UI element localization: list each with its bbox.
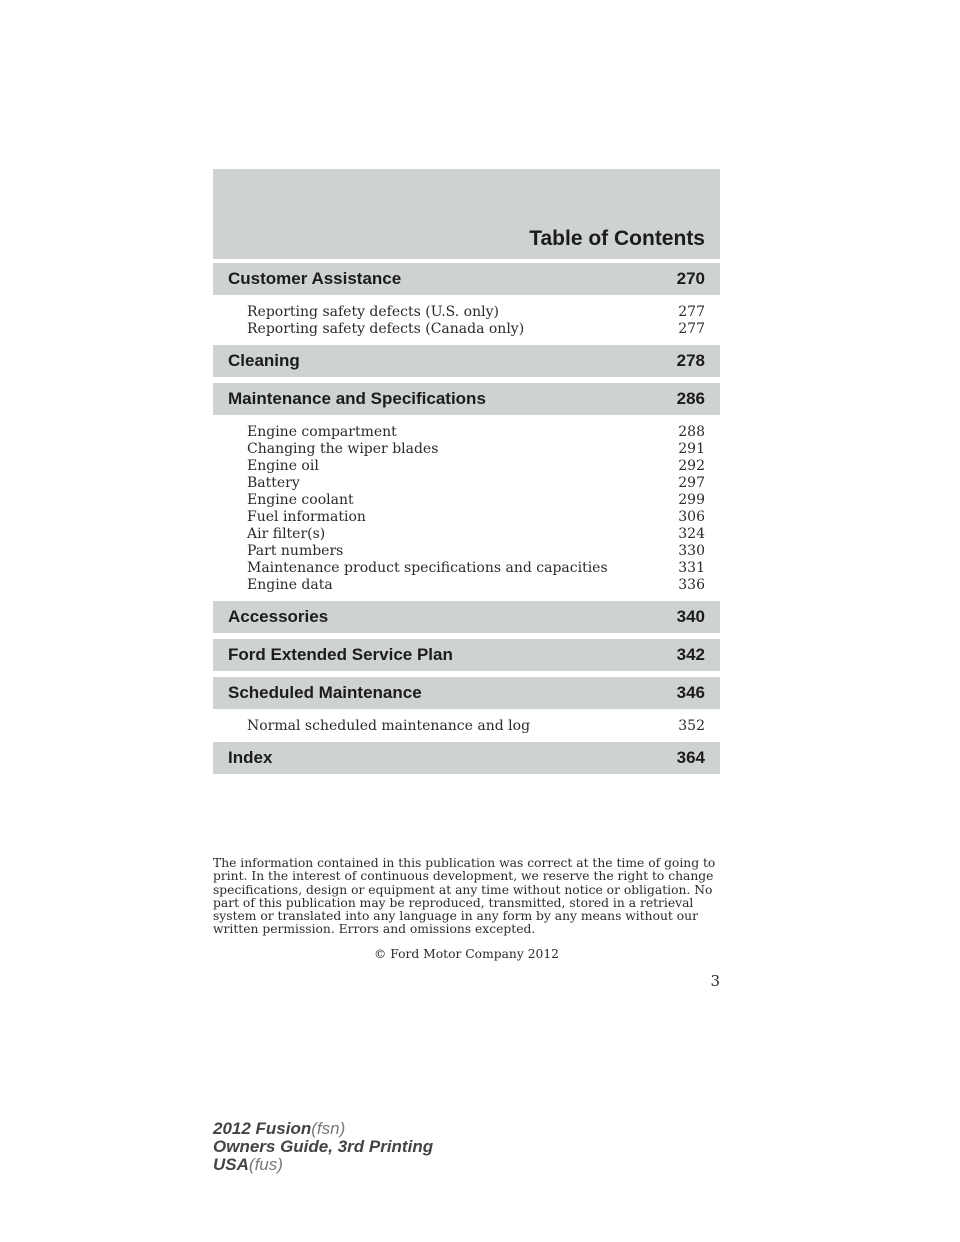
toc-section-title: Accessories — [228, 607, 329, 626]
toc-entry-page: 297 — [678, 475, 705, 491]
toc-entry-page: 324 — [678, 526, 705, 542]
toc-entry-list — [213, 295, 720, 345]
toc-entry-list — [213, 709, 720, 742]
toc-entry[interactable] — [247, 458, 705, 475]
toc-entry-page: 331 — [678, 560, 705, 576]
toc-entry-page: 306 — [678, 509, 705, 525]
footer-printing: Owners Guide, 3rd Printing — [213, 1137, 434, 1156]
disclaimer-line: system or translated into any language in any form by any means without our — [213, 909, 698, 924]
toc-section-page: 340 — [676, 607, 705, 626]
toc-entry-label: Reporting safety defects (Canada only) — [247, 321, 525, 337]
toc-section-page: 364 — [676, 748, 705, 767]
toc-entry[interactable] — [247, 321, 705, 338]
toc-entry-page: 291 — [678, 441, 705, 457]
toc-entry-label: Maintenance product specifications and capacities — [247, 560, 608, 576]
toc-entry-page: 292 — [678, 458, 705, 474]
toc-section-6[interactable] — [213, 742, 720, 774]
footer-region-code: (fus) — [248, 1155, 283, 1174]
toc-section-title: Index — [228, 748, 273, 767]
footer-edition-info — [213, 1120, 433, 1174]
toc-entry-label: Fuel information — [247, 509, 366, 525]
toc-entry-page: 336 — [678, 577, 705, 593]
page-title: Table of Contents — [529, 227, 705, 250]
toc-entry-label: Engine data — [247, 577, 333, 593]
copyright: © Ford Motor Company 2012 — [374, 947, 559, 961]
toc-entry-page: 288 — [678, 424, 705, 440]
toc-entry[interactable] — [247, 509, 705, 526]
toc-entry[interactable] — [247, 718, 705, 735]
disclaimer-text — [213, 857, 720, 937]
toc-section-title: Customer Assistance — [228, 269, 402, 288]
toc-entry[interactable] — [247, 577, 705, 594]
toc-section-3[interactable] — [213, 601, 720, 633]
toc-section-page: 346 — [676, 683, 705, 702]
page-number: 3 — [710, 972, 720, 990]
footer-model-code: (fsn) — [311, 1119, 346, 1138]
toc-entry[interactable] — [247, 492, 705, 509]
toc-entry-label: Engine compartment — [247, 424, 397, 440]
toc-entry-label: Part numbers — [247, 543, 344, 559]
toc-entry[interactable] — [247, 304, 705, 321]
toc-entry-page: 277 — [678, 304, 705, 320]
toc-entry[interactable] — [247, 475, 705, 492]
disclaimer-line: part of this publication may be reproduced, transmitted, stored in a retrieval — [213, 895, 694, 910]
footer-region: USA — [213, 1155, 249, 1174]
table-of-contents — [213, 263, 720, 774]
header-banner — [213, 169, 720, 259]
toc-entry-page: 330 — [678, 543, 705, 559]
toc-entry-page: 352 — [678, 718, 705, 734]
toc-entry[interactable] — [247, 526, 705, 543]
toc-entry-label: Battery — [247, 475, 300, 491]
toc-entry[interactable] — [247, 543, 705, 560]
toc-section-2[interactable] — [213, 383, 720, 415]
disclaimer-line: written permission. Errors and omissions excepted. — [213, 922, 536, 937]
toc-entry-label: Engine coolant — [247, 492, 354, 508]
toc-entry[interactable] — [247, 441, 705, 458]
toc-section-page: 278 — [676, 351, 705, 370]
toc-section-title: Maintenance and Specifications — [228, 389, 486, 408]
toc-section-1[interactable] — [213, 345, 720, 377]
toc-section-4[interactable] — [213, 639, 720, 671]
toc-section-page: 270 — [676, 269, 705, 288]
toc-section-0[interactable] — [213, 263, 720, 295]
disclaimer-line: specifications, design or equipment at any time without notice or obligation. No — [213, 882, 713, 897]
toc-section-title: Ford Extended Service Plan — [228, 645, 453, 664]
toc-section-5[interactable] — [213, 677, 720, 709]
toc-entry[interactable] — [247, 424, 705, 441]
footer-model: 2012 Fusion — [213, 1119, 312, 1138]
toc-entry-label: Normal scheduled maintenance and log — [247, 718, 531, 734]
toc-section-page: 286 — [676, 389, 705, 408]
toc-section-page: 342 — [676, 645, 705, 664]
disclaimer-line: The information contained in this publication was correct at the time of going to — [213, 856, 716, 870]
toc-entry-list — [213, 415, 720, 601]
toc-entry-label: Engine oil — [247, 458, 319, 474]
toc-entry-page: 277 — [678, 321, 705, 337]
toc-section-title: Cleaning — [228, 351, 300, 370]
toc-entry-label: Changing the wiper blades — [247, 441, 439, 457]
toc-entry-label: Air filter(s) — [247, 526, 326, 542]
toc-entry[interactable] — [247, 560, 705, 577]
disclaimer-line: print. In the interest of continuous development, we reserve the right to change — [213, 869, 714, 884]
toc-section-title: Scheduled Maintenance — [228, 683, 422, 702]
toc-entry-page: 299 — [678, 492, 705, 508]
toc-entry-label: Reporting safety defects (U.S. only) — [247, 304, 499, 320]
